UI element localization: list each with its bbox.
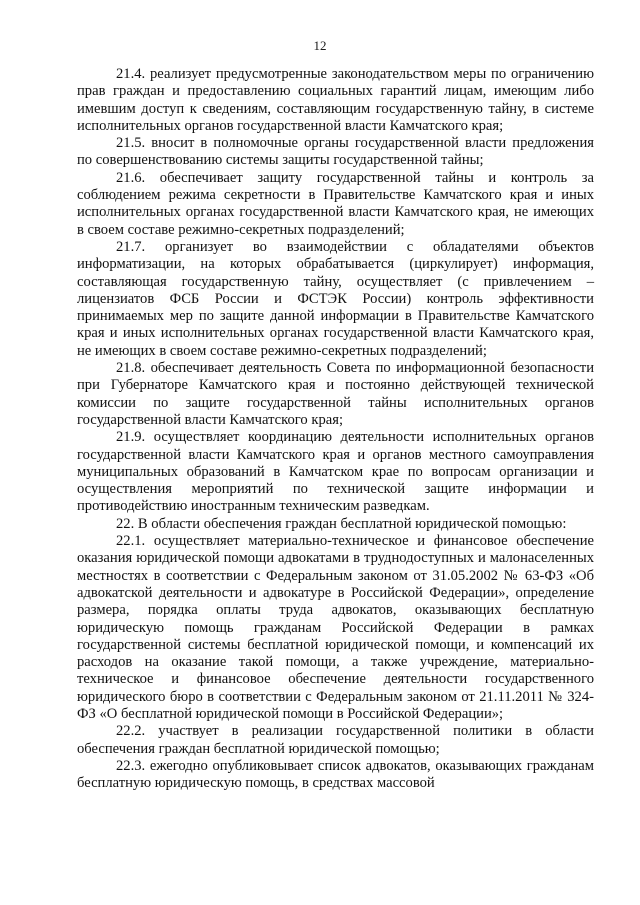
paragraph-21-4: 21.4. реализует предусмотренные законодательством меры по ограничению прав граждан и предоставлению социальных гарантий лицам, имеющим либо имевшим доступ к сведениям, составляющим государственную тайну, в системе исполнительных органов государственной власти Камчатского края;	[77, 66, 594, 134]
paragraph-22-3: 22.3. ежегодно опубликовывает список адвокатов, оказывающих гражданам бесплатную юридическую помощь, в средствах массовой	[77, 757, 594, 792]
paragraph-22-1: 22.1. осуществляет материально-техническое и финансовое обеспечение оказания юридической помощи адвокатами в труднодоступных и малонаселенных местностях в соответствии с Федеральным законом от 31.05.2002 № 63-ФЗ «Об адвокатской деятельности и адвокатуре в Российской Федерации», определение размера, порядка оплаты труда адвокатов, оказывающих бесплатную юридическую помощь гражданам Российской Федерации в рамках государственной системы бесплатной юридической помощи, и компенсаций их расходов на оказание такой помощи, а также учреждение, материально-техническое и финансовое обеспечение деятельности государственного юридического бюро в соответствии с Федеральным законом от 21.11.2011 № 324-ФЗ «О бесплатной юридической помощи в Российской Федерации»;	[77, 533, 594, 722]
paragraph-21-5: 21.5. вносит в полномочные органы государственной власти предложения по совершенствованию системы защиты государственной тайны;	[77, 135, 594, 169]
paragraph-21-6: 21.6. обеспечивает защиту государственной тайны и контроль за соблюдением режима секретности в Правительстве Камчатского края и иных исполнительных органах государственной власти Камчатского края, не имеющих в своем составе режимно-секретных подразделений;	[77, 169, 594, 238]
page-number: 12	[313, 38, 327, 53]
paragraph-22-2: 22.2. участвует в реализации государственной политики в области обеспечения граждан бесплатной юридической помощью;	[77, 723, 594, 757]
paragraph-21-9: 21.9. осуществляет координацию деятельности исполнительных органов государственной власти Камчатского края и органов местного самоуправления муниципальных образований в Камчатском крае по вопросам организации и осуществления мероприятий по технической защите информации и противодействию иностранным техническим разведкам.	[77, 429, 594, 515]
paragraph-21-7: 21.7. организует во взаимодействии с обладателями объектов информатизации, на которых обрабатывается (циркулирует) информация, составляющая государственную тайну, осуществляет (с привлечением – лицензиатов ФСБ России и ФСТЭК России) контроль эффективности принимаемых мер по защите данной информации в Правительстве Камчатского края и иных исполнительных органах государственной власти Камчатского края, не имеющих в своем составе режимно-секретных подразделений;	[77, 238, 594, 359]
paragraph-21-8: 21.8. обеспечивает деятельность Совета по информационной безопасности при Губернаторе Камчатского края и постоянно действующей технической комиссии по защите государственной тайны исполнительных органов государственной власти Камчатского края;	[77, 360, 594, 428]
section-heading-22: 22. В области обеспечения граждан бесплатной юридической помощью:	[116, 515, 567, 532]
document-body	[77, 66, 594, 792]
